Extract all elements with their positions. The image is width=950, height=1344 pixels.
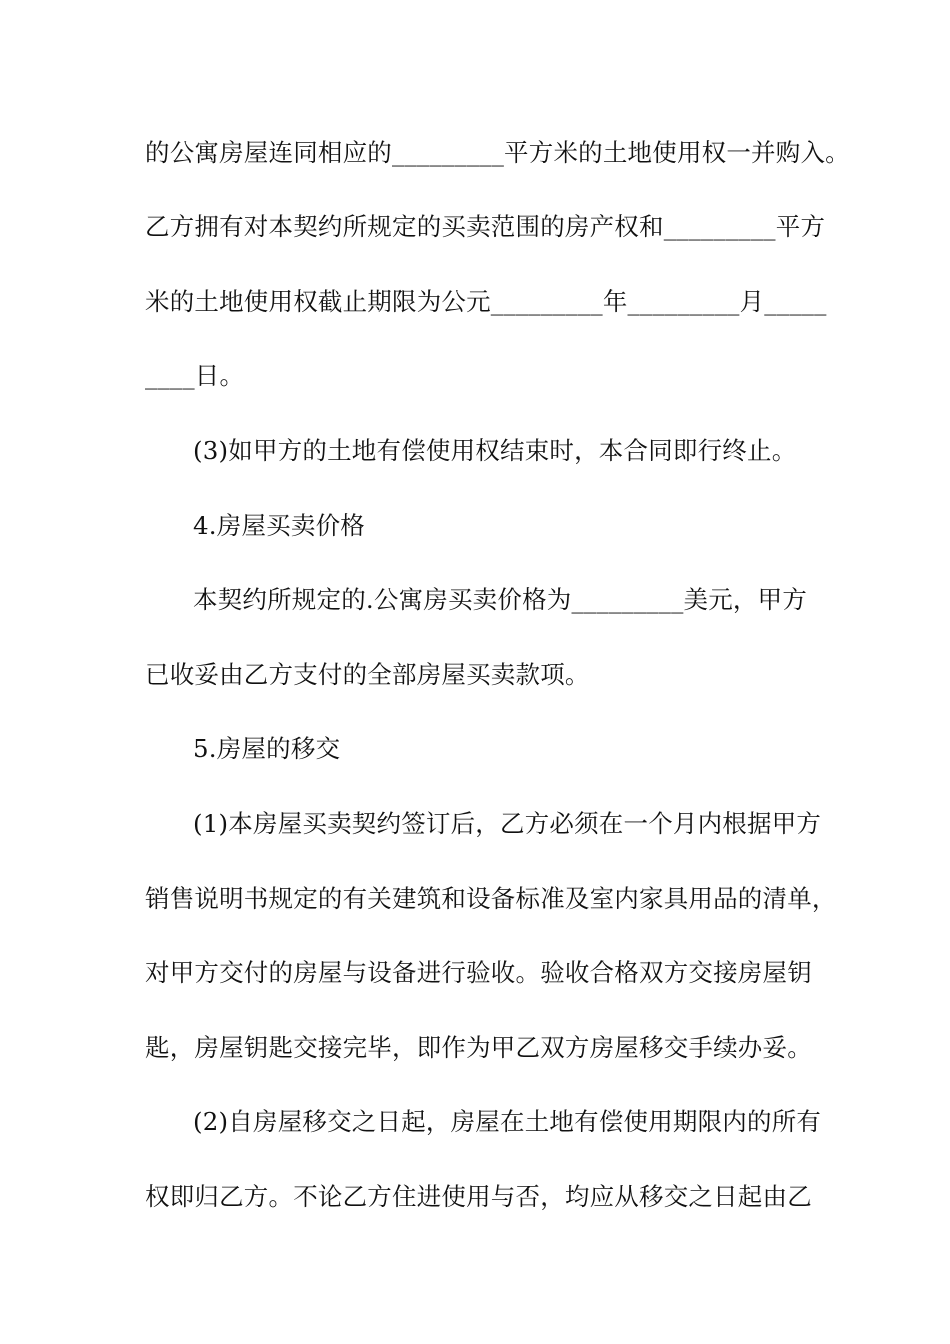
text-line-10: (1)本房屋买卖契约签订后，乙方必须在一个月内根据甲方 <box>193 809 822 838</box>
section-heading-price: 4.房屋买卖价格 <box>193 511 365 540</box>
text-line-13: 匙，房屋钥匙交接完毕，即作为甲乙双方房屋移交手续办妥。 <box>145 1033 812 1062</box>
text-line-1: 的公寓房屋连同相应的_________平方米的土地使用权一并购入。 <box>145 138 850 167</box>
text-line-12: 对甲方交付的房屋与设备进行验收。验收合格双方交接房屋钥 <box>145 958 812 987</box>
text-line-5: (3)如甲方的土地有偿使用权结束时，本合同即行终止。 <box>193 436 797 465</box>
text-line-4: ____日。 <box>145 361 245 390</box>
text-line-15: 权即归乙方。不论乙方住进使用与否，均应从移交之日起由乙 <box>145 1182 812 1211</box>
text-line-11: 销售说明书规定的有关建筑和设备标准及室内家具用品的清单， <box>145 884 837 913</box>
text-line-7: 本契约所规定的.公寓房买卖价格为_________美元，甲方 <box>193 585 808 614</box>
text-line-3: 米的土地使用权截止期限为公元_________年_________月_____ <box>145 287 827 316</box>
text-line-8: 已收妥由乙方支付的全部房屋买卖款项。 <box>145 660 590 689</box>
section-heading-handover: 5.房屋的移交 <box>193 734 341 763</box>
text-line-2: 乙方拥有对本契约所规定的买卖范围的房产权和_________平方 <box>145 212 826 241</box>
text-line-14: (2)自房屋移交之日起，房屋在土地有偿使用期限内的所有 <box>193 1107 822 1136</box>
